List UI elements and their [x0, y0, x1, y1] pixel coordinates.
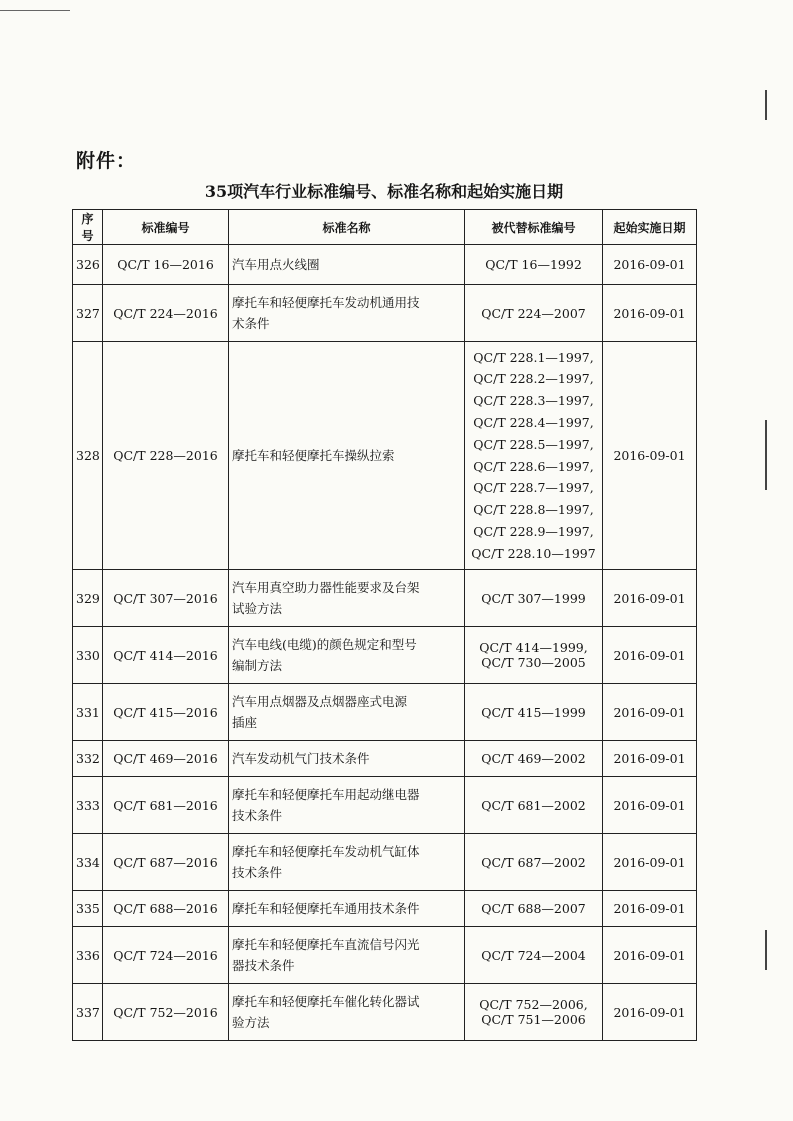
- cell-name: [229, 741, 465, 777]
- cell-seq: 327: [73, 285, 103, 342]
- replaced-standard: QC/T 228.8—1997,: [473, 502, 594, 518]
- cell-replaced: [465, 570, 603, 627]
- replaced-standard: QC/T 228.4—1997,: [473, 414, 594, 430]
- cell-name: [229, 684, 465, 741]
- standard-name-line: 摩托车和轻便摩托车通用技术条件: [232, 901, 420, 916]
- replaced-standard: QC/T 724—2004: [481, 947, 586, 963]
- cell-name: [229, 834, 465, 891]
- standard-name-line: 编制方法: [232, 658, 283, 673]
- standard-name-line: 技术条件: [232, 808, 283, 823]
- standard-name-line: 插座: [232, 715, 258, 730]
- header-name: 标准名称: [229, 210, 465, 245]
- header-date: 起始实施日期: [603, 210, 697, 245]
- cell-date: 2016-09-01: [603, 984, 697, 1041]
- standard-name-line: 汽车电线(电缆)的颜色规定和型号: [232, 637, 417, 652]
- cell-replaced: [465, 627, 603, 684]
- cell-seq: 336: [73, 927, 103, 984]
- cell-name: [229, 570, 465, 627]
- replaced-standard: QC/T 228.6—1997,: [473, 458, 594, 474]
- cell-name: [229, 342, 465, 570]
- cell-seq: 328: [73, 342, 103, 570]
- cell-seq: 330: [73, 627, 103, 684]
- header-seq: 序号: [73, 210, 103, 245]
- scan-edge-mark: [765, 420, 767, 490]
- cell-seq: 332: [73, 741, 103, 777]
- table-row: [73, 834, 697, 891]
- cell-replaced: [465, 891, 603, 927]
- cell-code: QC/T 469—2016: [103, 741, 229, 777]
- cell-replaced: [465, 777, 603, 834]
- cell-date: 2016-09-01: [603, 741, 697, 777]
- cell-seq: 333: [73, 777, 103, 834]
- cell-name: [229, 927, 465, 984]
- cell-code: QC/T 415—2016: [103, 684, 229, 741]
- table-row: [73, 891, 697, 927]
- replaced-standard: QC/T 228.2—1997,: [473, 371, 594, 387]
- replaced-standard: QC/T 224—2007: [481, 305, 586, 321]
- cell-code: QC/T 681—2016: [103, 777, 229, 834]
- table-row: [73, 245, 697, 285]
- cell-seq: 334: [73, 834, 103, 891]
- standard-name-line: 验方法: [232, 1015, 270, 1030]
- standard-name-line: 技术条件: [232, 865, 283, 880]
- attachment-label: 附件：: [76, 150, 137, 172]
- replaced-standard: QC/T 752—2006,: [479, 997, 588, 1012]
- cell-name: [229, 245, 465, 285]
- replaced-standard: QC/T 228.1—1997,: [473, 349, 594, 365]
- cell-replaced: [465, 684, 603, 741]
- cell-code: QC/T 752—2016: [103, 984, 229, 1041]
- cell-replaced: [465, 927, 603, 984]
- cell-code: QC/T 228—2016: [103, 342, 229, 570]
- standard-name-line: 摩托车和轻便摩托车操纵拉索: [232, 448, 395, 463]
- standard-name-line: 汽车发动机气门技术条件: [232, 751, 370, 766]
- standard-name-line: 汽车用点火线圈: [232, 257, 320, 272]
- scan-edge-line: [0, 10, 70, 11]
- cell-date: 2016-09-01: [603, 627, 697, 684]
- standard-name-line: 摩托车和轻便摩托车直流信号闪光: [232, 937, 420, 952]
- cell-seq: 337: [73, 984, 103, 1041]
- replaced-standard: QC/T 16—1992: [485, 257, 582, 272]
- replaced-standard: QC/T 415—1999: [481, 704, 586, 720]
- cell-name: [229, 285, 465, 342]
- cell-replaced: [465, 245, 603, 285]
- standard-name-line: 摩托车和轻便摩托车发动机通用技: [232, 295, 420, 310]
- cell-name: [229, 984, 465, 1041]
- document-title: 35项汽车行业标准编号、标准名称和起始实施日期: [204, 182, 564, 201]
- cell-date: 2016-09-01: [603, 891, 697, 927]
- cell-code: QC/T 687—2016: [103, 834, 229, 891]
- standard-name-line: 摩托车和轻便摩托车发动机气缸体: [232, 844, 420, 859]
- header-replaced: 被代替标准编号: [465, 210, 603, 245]
- replaced-standard: QC/T 228.3—1997,: [473, 393, 594, 409]
- table-row: [73, 984, 697, 1041]
- standard-name-line: 器技术条件: [232, 958, 295, 973]
- standard-name-line: 摩托车和轻便摩托车用起动继电器: [232, 787, 420, 802]
- table-row: [73, 927, 697, 984]
- cell-name: [229, 627, 465, 684]
- table-row: [73, 627, 697, 684]
- standard-name-line: 汽车用真空助力器性能要求及台架: [232, 580, 420, 595]
- cell-replaced: [465, 285, 603, 342]
- cell-code: QC/T 688—2016: [103, 891, 229, 927]
- cell-date: 2016-09-01: [603, 570, 697, 627]
- scan-edge-mark: [765, 930, 767, 970]
- replaced-standard: QC/T 751—2006: [481, 1012, 586, 1027]
- replaced-standard: QC/T 228.7—1997,: [473, 480, 594, 496]
- cell-replaced: [465, 984, 603, 1041]
- replaced-standard: QC/T 469—2002: [481, 751, 586, 766]
- table-row: [73, 741, 697, 777]
- cell-date: 2016-09-01: [603, 927, 697, 984]
- table-row: [73, 285, 697, 342]
- cell-replaced: [465, 834, 603, 891]
- cell-seq: 335: [73, 891, 103, 927]
- cell-code: QC/T 414—2016: [103, 627, 229, 684]
- replaced-standard: QC/T 228.10—1997: [471, 545, 596, 561]
- cell-name: [229, 891, 465, 927]
- replaced-standard: QC/T 414—1999,: [479, 640, 588, 655]
- replaced-standard: QC/T 730—2005: [481, 655, 586, 670]
- cell-seq: 326: [73, 245, 103, 285]
- cell-date: 2016-09-01: [603, 285, 697, 342]
- table-row: [73, 342, 697, 570]
- replaced-standard: QC/T 228.9—1997,: [473, 523, 594, 539]
- replaced-standard: QC/T 307—1999: [481, 590, 586, 606]
- cell-seq: 331: [73, 684, 103, 741]
- cell-date: 2016-09-01: [603, 777, 697, 834]
- cell-date: 2016-09-01: [603, 684, 697, 741]
- standards-table: [72, 209, 697, 1041]
- cell-code: QC/T 307—2016: [103, 570, 229, 627]
- cell-date: 2016-09-01: [603, 342, 697, 570]
- standard-name-line: 摩托车和轻便摩托车催化转化器试: [232, 994, 420, 1009]
- table-row: [73, 777, 697, 834]
- table-row: [73, 684, 697, 741]
- table-row: [73, 570, 697, 627]
- table-header-row: [73, 210, 697, 245]
- cell-replaced: [465, 342, 603, 570]
- cell-replaced: [465, 741, 603, 777]
- replaced-standard: QC/T 228.5—1997,: [473, 436, 594, 452]
- header-code: 标准编号: [103, 210, 229, 245]
- cell-seq: 329: [73, 570, 103, 627]
- scan-edge-mark: [765, 90, 767, 120]
- replaced-standard: QC/T 687—2002: [481, 854, 586, 870]
- cell-date: 2016-09-01: [603, 834, 697, 891]
- cell-code: QC/T 16—2016: [103, 245, 229, 285]
- standard-name-line: 试验方法: [232, 601, 283, 616]
- cell-code: QC/T 224—2016: [103, 285, 229, 342]
- cell-date: 2016-09-01: [603, 245, 697, 285]
- cell-name: [229, 777, 465, 834]
- standard-name-line: 术条件: [232, 316, 270, 331]
- standard-name-line: 汽车用点烟器及点烟器座式电源: [232, 694, 408, 709]
- replaced-standard: QC/T 688—2007: [481, 901, 586, 916]
- cell-code: QC/T 724—2016: [103, 927, 229, 984]
- replaced-standard: QC/T 681—2002: [481, 797, 586, 813]
